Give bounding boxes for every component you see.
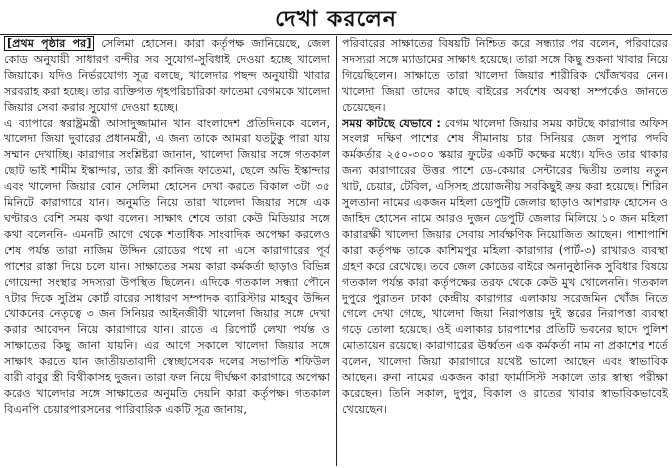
left-column — [4, 36, 330, 466]
left-paragraph-1-text: সেলিমা হোসেন। কারা কর্তৃপক্ষ জানিয়েছে, জেল কোড অনুযায়ী সাধারণ বন্দীর সব সুযোগ-সুবিধাই দেওয়া হচ্ছে খালেদা জিয়াকে। যদিও নির্ভরযোগ্য সূত্র বলছে, খালেদার পছন্দ অনুযায়ী খাবার সরবরাহ করা হচ্ছে। তার ব্যক্তিগত গৃহপরিচারিকা ফাতেমা বেগমকে খালেদা জিয়ার সেবা করার সুযোগ দেওয়া হচ্ছে। — [4, 37, 330, 114]
headline: দেখা করলেন — [275, 7, 397, 32]
left-paragraph-1 — [4, 36, 330, 116]
section-body: বেগম খালেদা জিয়ার সময় কাটছে কারাগার অফিস সংলগ্ন দক্ষিণ পাশের শেষ সীমানায় চার সিনিয়র জেল সুপার পদবি কর্মকর্তার ২৫০-৩০০ স্কয়ার ফুটের একটি কক্ষের মধ্যে। যদিও তার থাকার জন্য কারাগারের উত্তর পাশে ডে-কেয়ার সেন্টারের দ্বিতীয় তলায় নতুন খাট, চেয়ার, টেবিল, এসিসহ প্রয়োজনীয় সবকিছুই ক্রয় করা হয়েছে। শিরিন সুলতানা নামের একজন মহিলা ডেপুটি জেলার ছাড়াও আশরাফ হোসেন ও জাহিদ হোসেন নামে আরও দুজন ডেপুটি জেলার মিলিয়ে ১০ জন মহিলা কারারক্ষী খালেদা জিয়ার সেবায় সার্বক্ষণিক নিয়োজিত আছেন। পাশাপাশি কারা কর্তৃপক্ষ তাকে কাশিমপুর মহিলা কারাগার (পার্ট-৩) রাখারও ব্যবস্থা গ্রহণ করে রেখেছে। তবে জেল কোডের বাইরে অনানুষ্ঠানিক সুবিধার বিষয়ে গতকাল পর্যন্ত কারা কর্তৃপক্ষের তরফ থেকে কেউ মুখ খোলেননি। গতকাল দুপুরে পুরাতন ঢাকা কেন্দ্রীয় কারাগার এলাকায় সরেজমিন খোঁজ নিতে গেলে দেখা গেছে, খালেদা জিয়া নিরাপত্তায় দুই স্তরের নিরাপত্তা ব্যবস্থা গড়ে তোলা হয়েছে। ওই এলাকার চারপাশের প্রতিটি ভবনের ছাদে পুলিশ মোতায়েন রয়েছে। কারাগারের ঊর্ধ্বতন এক কর্মকর্তা নাম না প্রকাশের শর্তে বলেন, খালেদা জিয়া কারাগারে যথেষ্ট ভালো আছেন এবং স্বাভাবিক আছেন। রুনা নামের একজন কারা ফার্মাসিস্ট সকালে তার স্বাস্থ্য পরীক্ষা করেছেন। তিনি সকাল, দুপুর, বিকাল ও রাতের খাবার স্বাভাবিকভাবেই খেয়েছেন। — [342, 116, 668, 416]
section-title: সময় কাটছে যেভাবে : — [342, 116, 441, 130]
left-paragraph-2: এ ব্যাপারে স্বরাষ্ট্রমন্ত্রী আসাদুজ্জামান খান বাংলাদেশ প্রতিদিনকে বলেন, খালেদা জিয়া দুবারের প্রধানমন্ত্রী, এ জন্য তাকে আমরা যতটুকু পারা যায় সম্মান দেখাচ্ছি। কারাগার সংশ্লিষ্টরা জানান, খালেদা জিয়ার সঙ্গে গতকাল ছোট ভাই শামীম ইস্কান্দার, তার স্ত্রী কানিজ ফাতেমা, ছেলে অভি ইস্কান্দার এবং খালেদা জিয়ার বোন সেলিমা হোসেন দেখা করতে বিকাল ৩টা ৩৫ মিনিটে কারাগারে যান। অনুমতি নিয়ে তারা খালেদা জিয়ার সঙ্গে এক ঘণ্টারও বেশি সময় কথা বলেন। সাক্ষাৎ শেষে তারা কেউ মিডিয়ার সঙ্গে কথা বলেননি- এমনটি আগে থেকে শতাধিক সাংবাদিক অপেক্ষা করলেও শেষ পর্যন্ত তারা নাজিম উদ্দিন রোডের পথে না এসে কারাগারের পূর্ব পাশের রাস্তা দিয়ে চলে যান। সাক্ষাতের সময় কারা কর্মকর্তা ছাড়াও বিভিন্ন গোয়েন্দা সংস্থার সদস্যরা উপস্থিত ছিলেন। এদিকে গতকাল সন্ধ্যা পৌনে ৭টার দিকে সুপ্রিম কোর্ট বারের সাধারণ সম্পাদক ব্যারিস্টার মাহবুব উদ্দিন খোকনের নেতৃত্বে ৩ জন সিনিয়র আইনজীবী খালেদা জিয়ার সঙ্গে দেখা করার আবেদন নিয়ে কারাগারে যান। রাতে এ রিপোর্ট লেখা পর্যন্ত ও সাক্ষাতের কিছু জানা যায়নি। এর আগে সকালে খালেদা জিয়ার সঙ্গে সাক্ষাৎ করতে যান জাতীয়তাবাদী স্বেচ্ছাসেবক দলের সভাপতি শফিউল বারী বাবুর স্ত্রী বিথীকাসহ দুজন। তারা ফল নিয়ে দীর্ঘক্ষণ কারাগারে অপেক্ষা করেও খালেদার সঙ্গে সাক্ষাতের অনুমতি দেয়নি কারা কর্তৃপক্ষ। গতকাল বিএনপি চেয়ারপারসনের পারিবারিক একটি সূত্র জানায়, — [4, 116, 330, 416]
right-column — [342, 36, 668, 466]
column-divider — [336, 36, 337, 466]
right-paragraph-1: পরিবারের সাক্ষাতের বিষয়টি নিশ্চিত করে সন্ধ্যার পর বলেন, পরিবারের সদস্যরা সঙ্গে ম্যাডামের সাক্ষাৎ হয়েছে। তারা সঙ্গে কিছু শুকনা খাবার নিয়ে গিয়েছিলেন। সাক্ষাতে তারা খালেদা জিয়ার শারীরিক খোঁজখবর নেন। খালেদা জিয়া তাদের কাছে বাইরের সর্বশেষ অবস্থা সম্পর্কেও জানতে চেয়েছেন। — [342, 37, 668, 114]
continuation-label: [প্রথম পৃষ্ঠার পর] — [4, 36, 94, 51]
headline-rule — [0, 34, 672, 35]
right-section — [342, 116, 668, 418]
